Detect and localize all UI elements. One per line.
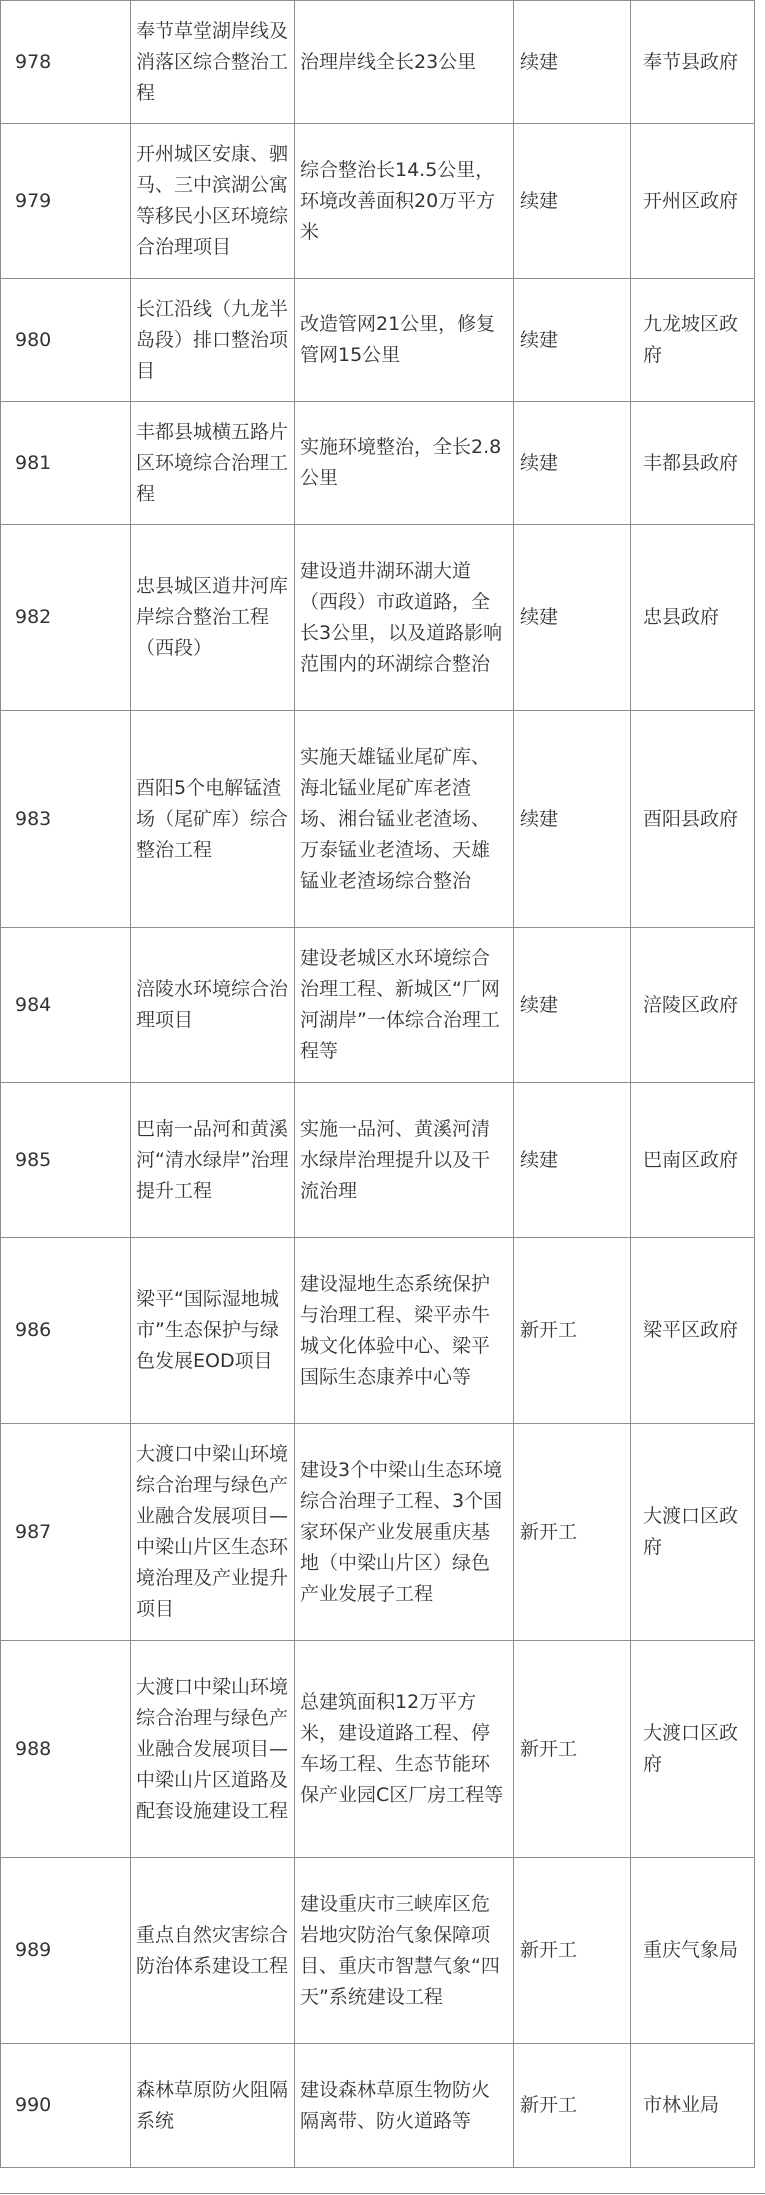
table-row [1,1238,755,1424]
project-number: 981 [1,402,131,525]
project-content: 改造管网21公里，修复管网15公里 [295,279,514,402]
project-content: 实施一品河、黄溪河清水绿岸治理提升以及干流治理 [295,1083,514,1238]
project-name: 开州城区安康、驷马、三中滨湖公寓等移民小区环境综合治理项目 [131,124,295,279]
project-number: 979 [1,124,131,279]
bottom-divider [0,2193,765,2194]
project-content: 综合整治长14.5公里，环境改善面积20万平方米 [295,124,514,279]
project-status: 续建 [514,928,631,1083]
project-number: 989 [1,1858,131,2044]
project-number: 983 [1,711,131,928]
responsible-unit: 涪陵区政府 [631,928,755,1083]
responsible-unit: 重庆气象局 [631,1858,755,2044]
project-content: 建设重庆市三峡库区危岩地灾防治气象保障项目、重庆市智慧气象“四天”系统建设工程 [295,1858,514,2044]
table-row [1,1,755,124]
project-content: 治理岸线全长23公里 [295,1,514,124]
responsible-unit: 九龙坡区政府 [631,279,755,402]
project-content: 实施天雄锰业尾矿库、海北锰业尾矿库老渣场、湘台锰业老渣场、万泰锰业老渣场、天雄锰业老渣场综合整治 [295,711,514,928]
project-name: 森林草原防火阻隔系统 [131,2044,295,2168]
project-status: 续建 [514,711,631,928]
responsible-unit: 巴南区政府 [631,1083,755,1238]
project-status: 续建 [514,124,631,279]
project-status: 新开工 [514,1424,631,1641]
responsible-unit: 奉节县政府 [631,1,755,124]
table-row [1,279,755,402]
project-content: 建设森林草原生物防火隔离带、防火道路等 [295,2044,514,2168]
project-status: 续建 [514,525,631,711]
project-name: 大渡口中梁山环境综合治理与绿色产业融合发展项目—中梁山片区道路及配套设施建设工程 [131,1641,295,1858]
project-content: 实施环境整治，全长2.8公里 [295,402,514,525]
responsible-unit: 丰都县政府 [631,402,755,525]
project-number: 980 [1,279,131,402]
project-name: 大渡口中梁山环境综合治理与绿色产业融合发展项目—中梁山片区生态环境治理及产业提升项目 [131,1424,295,1641]
responsible-unit: 大渡口区政府 [631,1641,755,1858]
responsible-unit: 开州区政府 [631,124,755,279]
responsible-unit: 忠县政府 [631,525,755,711]
project-status: 新开工 [514,1858,631,2044]
project-status: 续建 [514,279,631,402]
project-name: 奉节草堂湖岸线及消落区综合整治工程 [131,1,295,124]
responsible-unit: 市林业局 [631,2044,755,2168]
responsible-unit: 梁平区政府 [631,1238,755,1424]
project-number: 986 [1,1238,131,1424]
project-status: 新开工 [514,1641,631,1858]
project-name: 梁平“国际湿地城市”生态保护与绿色发展EOD项目 [131,1238,295,1424]
project-name: 涪陵水环境综合治理项目 [131,928,295,1083]
project-content: 建设3个中梁山生态环境综合治理子工程、3个国家环保产业发展重庆基地（中梁山片区）绿色产业发展子工程 [295,1424,514,1641]
table-row [1,928,755,1083]
project-status: 续建 [514,1,631,124]
project-status: 新开工 [514,2044,631,2168]
project-status: 续建 [514,1083,631,1238]
project-content: 建设湿地生态系统保护与治理工程、梁平赤牛城文化体验中心、梁平国际生态康养中心等 [295,1238,514,1424]
project-name: 巴南一品河和黄溪河“清水绿岸”治理提升工程 [131,1083,295,1238]
table-row [1,1424,755,1641]
table-row [1,711,755,928]
project-name: 酉阳5个电解锰渣场（尾矿库）综合整治工程 [131,711,295,928]
project-name: 重点自然灾害综合防治体系建设工程 [131,1858,295,2044]
project-name: 长江沿线（九龙半岛段）排口整治项目 [131,279,295,402]
project-number: 984 [1,928,131,1083]
project-number: 987 [1,1424,131,1641]
project-number: 982 [1,525,131,711]
project-name: 丰都县城横五路片区环境综合治理工程 [131,402,295,525]
table-row [1,2044,755,2168]
project-number: 990 [1,2044,131,2168]
project-content: 建设逍井湖环湖大道（西段）市政道路，全长3公里，以及道路影响范围内的环湖综合整治 [295,525,514,711]
table-row [1,124,755,279]
project-status: 续建 [514,402,631,525]
table-row [1,402,755,525]
project-number: 985 [1,1083,131,1238]
project-content: 总建筑面积12万平方米，建设道路工程、停车场工程、生态节能环保产业园C区厂房工程等 [295,1641,514,1858]
project-name: 忠县城区逍井河库岸综合整治工程（西段） [131,525,295,711]
project-number: 988 [1,1641,131,1858]
project-number: 978 [1,1,131,124]
project-content: 建设老城区水环境综合治理工程、新城区“厂网河湖岸”一体综合治理工程等 [295,928,514,1083]
table-row [1,1858,755,2044]
responsible-unit: 大渡口区政府 [631,1424,755,1641]
table-row [1,1641,755,1858]
table-row [1,1083,755,1238]
project-status: 新开工 [514,1238,631,1424]
table-row [1,525,755,711]
responsible-unit: 酉阳县政府 [631,711,755,928]
